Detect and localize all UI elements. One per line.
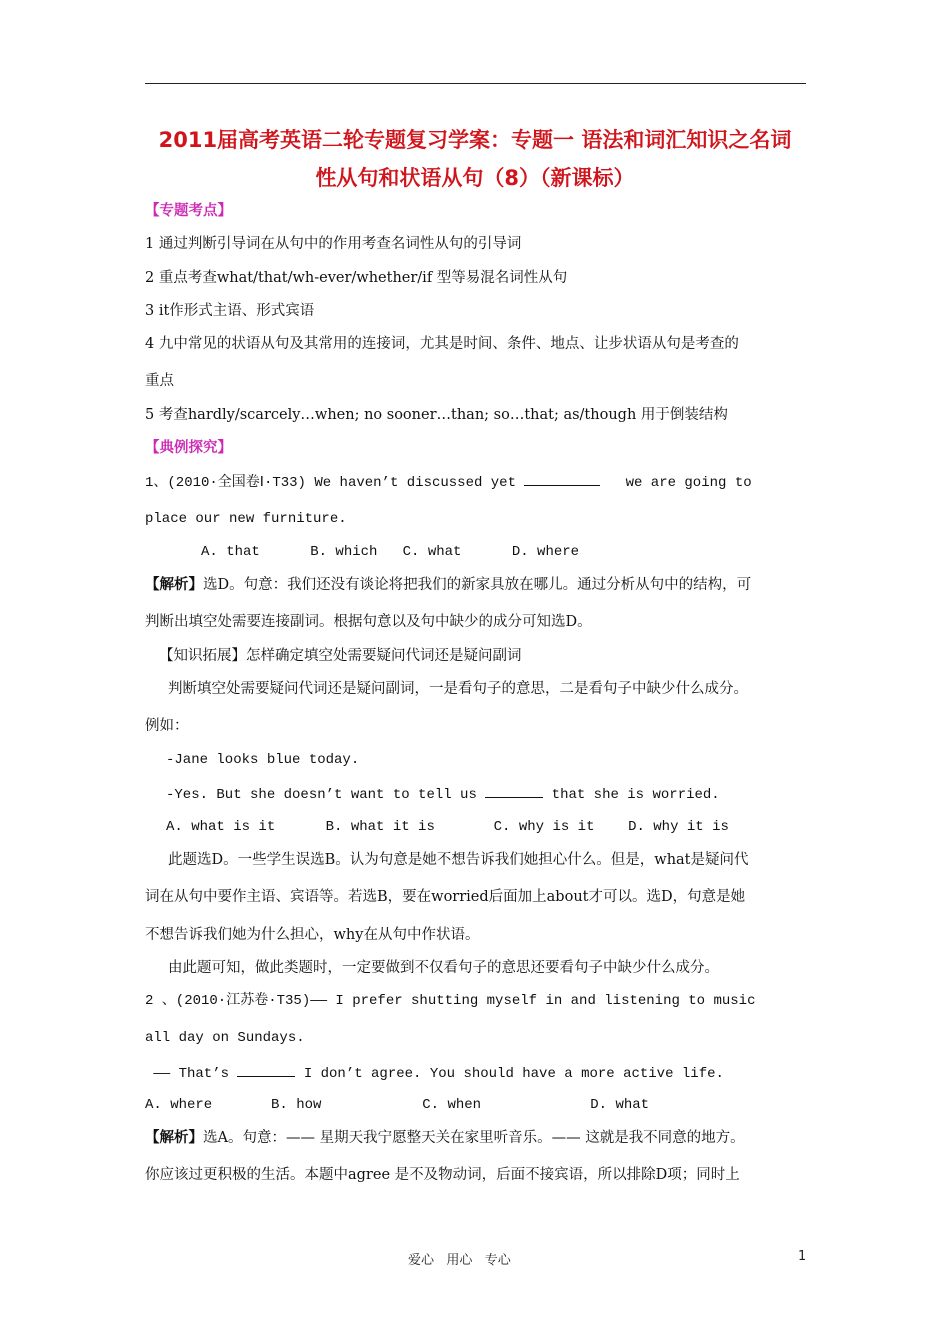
q2-stem-cont: all day on Sundays. bbox=[145, 1030, 305, 1046]
ext-heading bbox=[159, 646, 522, 666]
q1-stem-a: 1、(2010·全国卷Ⅰ·T33) We haven’t discussed yet bbox=[145, 475, 525, 491]
title-line-1: 2011届高考英语二轮专题复习学案：专题一 语法和词汇知识之名词 bbox=[158, 128, 792, 152]
point-4: 4 九中常见的状语从句及其常用的连接词，尤其是时间、条件、地点、让步状语从句是考查的 bbox=[145, 336, 739, 352]
title-line-2: 性从句和状语从句（8）（新课标） bbox=[315, 166, 635, 190]
q1-analysis-1 bbox=[145, 575, 751, 595]
example-blank bbox=[485, 783, 543, 798]
example-explain-1: 此题选D。一些学生误选B。认为句意是她不想告诉我们她担心什么。但是，what是疑问代 bbox=[168, 852, 749, 868]
q2-analysis-label: 【解析】 bbox=[145, 1130, 203, 1146]
q1-stem-cont: place our new furniture. bbox=[145, 511, 347, 527]
q2-stem: 2 、(2010·江苏卷·T35)—— I prefer shutting myself in and listening to music bbox=[145, 993, 756, 1009]
ext-line-1: 判断填空处需要疑问代词还是疑问副词，一是看句子的意思，二是看句子中缺少什么成分。 bbox=[168, 681, 748, 697]
example-explain-2: 词在从句中要作主语、宾语等。若选B，要在worried后面加上about才可以。选D，句意是她 bbox=[145, 889, 746, 905]
point-4-cont: 重点 bbox=[145, 373, 174, 389]
q1-analysis-label: 【解析】 bbox=[145, 577, 203, 593]
q1-options: A. that B. which C. what D. where bbox=[201, 544, 580, 560]
q1-analysis-2: 判断出填空处需要连接副词。根据句意以及句中缺少的成分可知选D。 bbox=[145, 614, 592, 630]
page-number: 1 bbox=[798, 1249, 807, 1264]
point-5: 5 考查hardly/scarcely…when; no sooner…than; so…that; as/though 用于倒装结构 bbox=[145, 407, 728, 423]
q2-reply bbox=[145, 1062, 724, 1084]
ext-line-2: 例如： bbox=[145, 718, 189, 734]
example-options: A. what is it B. what it is C. why is it D. why it is bbox=[166, 819, 729, 835]
example-explain-3: 不想告诉我们她为什么担心，why在从句中作状语。 bbox=[145, 927, 480, 943]
q2-reply-b: I don’t agree. You should have a more active life. bbox=[295, 1066, 724, 1082]
example-line-b bbox=[166, 783, 720, 805]
q2-analysis-1 bbox=[145, 1128, 745, 1148]
example-line-b2: that she is worried. bbox=[543, 787, 720, 803]
header-rule bbox=[145, 83, 806, 84]
q1-blank bbox=[524, 471, 600, 486]
q2-options: A. where B. how C. when D. what bbox=[145, 1097, 650, 1113]
point-2: 2 重点考查what/that/wh-ever/whether/if 型等易混名词性从句 bbox=[145, 270, 568, 286]
section-head-examples: 【典例探究】 bbox=[145, 440, 232, 456]
q1-analysis-text-1: 选D。句意：我们还没有谈论将把我们的新家具放在哪儿。通过分析从句中的结构，可 bbox=[203, 577, 752, 593]
example-line-b1: -Yes. But she doesn’t want to tell us bbox=[166, 787, 486, 803]
footer-motto: 爱心 用心 专心 bbox=[408, 1253, 511, 1268]
ext-title: 怎样确定填空处需要疑问代词还是疑问副词 bbox=[246, 648, 522, 664]
q1-stem bbox=[145, 471, 752, 493]
document-title bbox=[130, 121, 820, 197]
q2-analysis-2: 你应该过更积极的生活。本题中agree 是不及物动词，后面不接宾语，所以排除D项；同时上 bbox=[145, 1167, 740, 1183]
q2-blank bbox=[237, 1062, 295, 1077]
example-line-a: -Jane looks blue today. bbox=[166, 752, 360, 768]
q1-stem-b: we are going to bbox=[600, 475, 752, 491]
q2-analysis-text-1: 选A。句意：—— 星期天我宁愿整天关在家里听音乐。—— 这就是我不同意的地方。 bbox=[203, 1130, 745, 1146]
q2-reply-a: —— That’s bbox=[145, 1066, 238, 1082]
ext-label: 【知识拓展】 bbox=[159, 648, 246, 664]
point-3: 3 it作形式主语、形式宾语 bbox=[145, 303, 315, 319]
section-head-exam-points: 【专题考点】 bbox=[145, 203, 232, 219]
example-explain-4: 由此题可知，做此类题时，一定要做到不仅看句子的意思还要看句子中缺少什么成分。 bbox=[168, 960, 719, 976]
point-1: 1 通过判断引导词在从句中的作用考查名词性从句的引导词 bbox=[145, 236, 522, 252]
